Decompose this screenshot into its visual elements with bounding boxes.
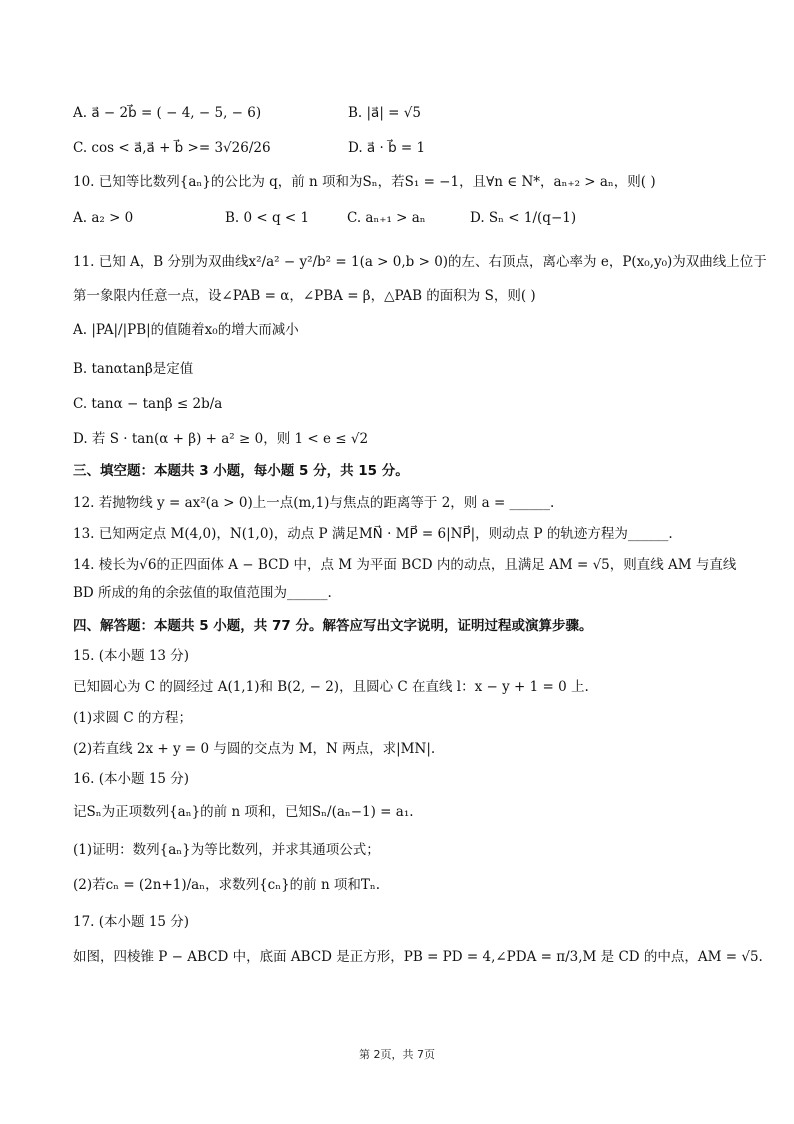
q9-option-b: B. |a⃗| = √5 xyxy=(348,105,421,121)
q16-stem: 记Sₙ为正项数列{aₙ}的前 n 项和，已知Sₙ/(aₙ−1) = a₁. xyxy=(73,804,414,820)
q13-stem: 13. 已知两定点 M(4,0)，N(1,0)，动点 P 满足MN⃗ · MP⃗ = 6|NP⃗|，则动点 P 的轨迹方程为______. xyxy=(73,526,673,542)
page-footer: 第 2页，共 7页 xyxy=(359,1048,435,1061)
q11-option-b: B. tanαtanβ是定值 xyxy=(73,361,194,377)
q9-option-d: D. a⃗ · b⃗ = 1 xyxy=(348,140,426,156)
q11-option-a: A. |PA|/|PB|的值随着x₀的增大而减小 xyxy=(73,322,299,338)
q17-heading: 17. (本小题 15 分) xyxy=(73,914,190,930)
q10-option-a: A. a₂ > 0 xyxy=(73,210,134,226)
q15-part-2: (2)若直线 2x + y = 0 与圆的交点为 M，N 两点，求|MN|. xyxy=(73,741,436,757)
q11-stem-line2: 第一象限内任意一点，设∠PAB = α，∠PBA = β，△PAB 的面积为 S，则( ) xyxy=(73,288,536,304)
section-4-heading: 四、解答题：本题共 5 小题，共 77 分。解答应写出文字说明，证明过程或演算步骤。 xyxy=(73,618,593,634)
q16-part-2: (2)若cₙ = (2n+1)/aₙ，求数列{cₙ}的前 n 项和Tₙ. xyxy=(73,877,381,893)
q14-stem-line2: BD 所成的角的余弦值的取值范围为______. xyxy=(73,585,332,601)
q11-option-c: C. tanα − tanβ ≤ 2b/a xyxy=(73,396,223,412)
q9-option-a: A. a⃗ − 2b⃗ = ( − 4, − 5, − 6) xyxy=(73,105,262,121)
q10-option-b: B. 0 < q < 1 xyxy=(225,210,310,226)
q10-stem: 10. 已知等比数列{aₙ}的公比为 q，前 n 项和为Sₙ，若S₁ = −1，且∀n ∈ N*，aₙ₊₂ > aₙ，则( ) xyxy=(73,174,656,190)
q11-stem-line1: 11. 已知 A，B 分别为双曲线x²/a² − y²/b² = 1(a > 0,b > 0)的左、右顶点，离心率为 e，P(x₀,y₀)为双曲线上位于 xyxy=(73,254,767,270)
q16-part-1: (1)证明：数列{aₙ}为等比数列，并求其通项公式； xyxy=(73,842,380,858)
section-3-heading: 三、填空题：本题共 3 小题，每小题 5 分，共 15 分。 xyxy=(73,463,409,479)
q17-stem: 如图，四棱锥 P − ABCD 中，底面 ABCD 是正方形，PB = PD = 4,∠PDA = π/3,M 是 CD 的中点，AM = √5. xyxy=(73,949,763,965)
q15-heading: 15. (本小题 13 分) xyxy=(73,648,190,664)
q11-option-d: D. 若 S · tan(α + β) + a² ≥ 0，则 1 < e ≤ √2 xyxy=(73,431,369,447)
q14-stem-line1: 14. 棱长为√6的正四面体 A − BCD 中，点 M 为平面 BCD 内的动点，且满足 AM = √5，则直线 AM 与直线 xyxy=(73,557,737,573)
q9-option-c: C. cos < a⃗,a⃗ + b⃗ >= 3√26/26 xyxy=(73,140,271,156)
q10-option-c: C. aₙ₊₁ > aₙ xyxy=(347,210,426,226)
q16-heading: 16. (本小题 15 分) xyxy=(73,771,190,787)
q15-stem: 已知圆心为 C 的圆经过 A(1,1)和 B(2, − 2)，且圆心 C 在直线 l：x − y + 1 = 0 上. xyxy=(73,679,589,695)
q12-stem: 12. 若抛物线 y = ax²(a > 0)上一点(m,1)与焦点的距离等于 2，则 a = ______. xyxy=(73,495,555,511)
q15-part-1: (1)求圆 C 的方程； xyxy=(73,710,193,726)
q10-option-d: D. Sₙ < 1/(q−1) xyxy=(470,210,577,226)
